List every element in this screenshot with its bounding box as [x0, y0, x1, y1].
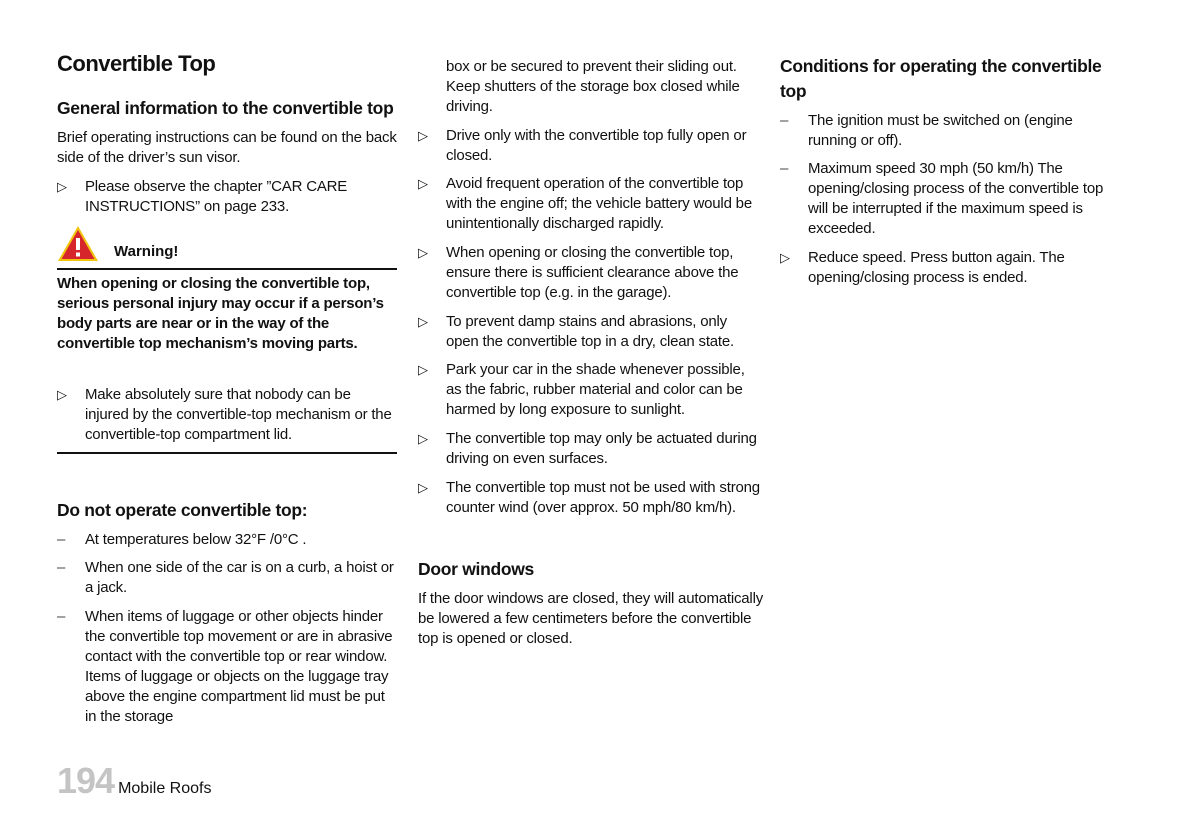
list-item: ▷ Please observe the chapter ”CAR CARE INSTRUCTIONS” on page 233. [57, 178, 348, 215]
dash-bullet: – [57, 559, 66, 576]
page-title: Convertible Top [57, 51, 216, 76]
dash-bullet: – [780, 160, 789, 177]
arrow-icon: ▷ [418, 362, 428, 377]
general-info-heading: General information to the convertible top [57, 98, 394, 118]
list-item: ▷ To prevent damp stains and abrasions, only open the convertible top in a dry, clean state. [418, 313, 735, 350]
arrow-icon: ▷ [57, 387, 67, 402]
arrow-icon: ▷ [780, 250, 790, 265]
warning-triangle-icon [57, 225, 99, 263]
arrow-icon: ▷ [418, 176, 428, 191]
list-item: – At temperatures below 32°F /0°C . [57, 531, 307, 548]
list-item: ▷ When opening or closing the convertible top, ensure there is sufficient clearance above the convertible top (e.g. in the garage). [418, 244, 739, 301]
warning-text: When opening or closing the convertible top, serious personal injury may occur if a person’s body parts are near or in the way of the convertible top mechanism’s moving parts. [57, 275, 384, 352]
warning-label: Warning! [114, 243, 179, 260]
arrow-icon: ▷ [418, 431, 428, 446]
list-item: ▷ Make absolutely sure that nobody can be injured by the convertible-top mechanism or the convertible-top compartment lid. [57, 386, 392, 443]
dash-bullet: – [57, 608, 66, 625]
list-item: ▷ Avoid frequent operation of the convertible top with the engine off; the vehicle battery would be unintentionally discharged rapidly. [418, 175, 752, 232]
list-item: – The ignition must be switched on (engine running or off). [780, 112, 1073, 149]
page-number: 194 [57, 760, 115, 801]
dash-bullet: – [780, 112, 789, 129]
list-item: ▷ The convertible top must not be used with strong counter wind (over approx. 50 mph/80 km/h). [418, 479, 760, 516]
conditions-heading: Conditions for operating the convertible top [780, 56, 1102, 101]
list-item: – When items of luggage or other objects hinder the convertible top movement or are in abrasive contact with the convertible top or rear window. Items of luggage or objects on the luggage tray above the engine compartment lid must be put in the storage [57, 608, 393, 725]
dash-bullet: – [57, 531, 66, 548]
warning-header [57, 225, 397, 270]
arrow-icon: ▷ [418, 314, 428, 329]
page-footer [57, 760, 211, 802]
general-info-text: Brief operating instructions can be found on the back side of the driver’s sun visor. [57, 129, 397, 166]
arrow-icon: ▷ [418, 245, 428, 260]
list-item: ▷ Drive only with the convertible top fully open or closed. [418, 127, 747, 164]
do-not-operate-heading: Do not operate convertible top: [57, 500, 308, 520]
list-item: ▷ The convertible top may only be actuated during driving on even surfaces. [418, 430, 757, 467]
door-windows-text: If the door windows are closed, they will automatically be lowered a few centimeters before the convertible top is opened or closed. [418, 590, 764, 647]
arrow-icon: ▷ [418, 480, 428, 495]
list-item: – Maximum speed 30 mph (50 km/h) The opening/closing process of the convertible top will be interrupted if the maximum speed is exceeded. [780, 160, 1104, 237]
section-name: Mobile Roofs [118, 780, 212, 797]
list-item: – When one side of the car is on a curb, a hoist or a jack. [57, 559, 394, 596]
door-windows-heading: Door windows [418, 559, 534, 579]
arrow-icon: ▷ [57, 179, 67, 194]
list-item: ▷ Park your car in the shade whenever possible, as the fabric, rubber material and color can be harmed by long exposure to sunlight. [418, 361, 745, 418]
list-item: ▷ Reduce speed. Press button again. The opening/closing process is ended. [780, 249, 1065, 286]
warning-divider [57, 452, 397, 454]
continuation-text: box or be secured to prevent their sliding out. Keep shutters of the storage box closed while driving. [446, 58, 740, 115]
arrow-icon: ▷ [418, 128, 428, 143]
